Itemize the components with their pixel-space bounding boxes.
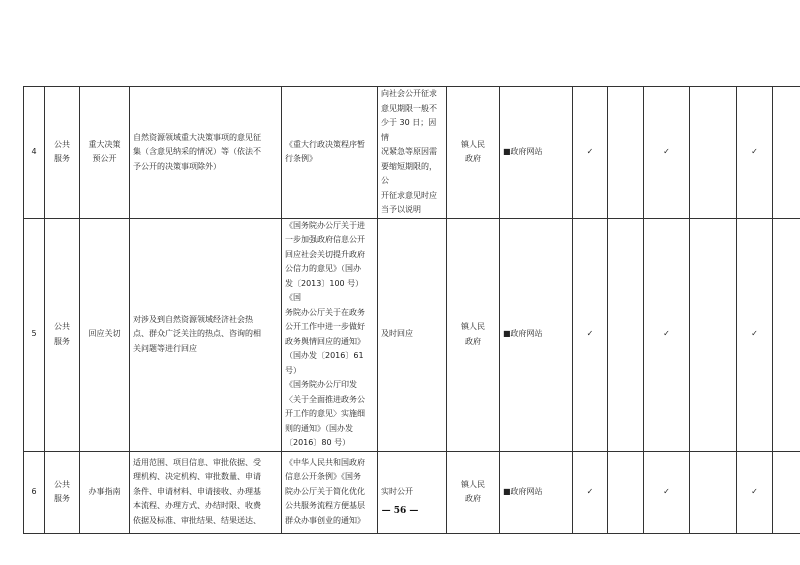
- channel-cell: ■政府网站: [500, 87, 573, 219]
- check-mark: ✓: [644, 87, 690, 219]
- content-cell: 适用范围、项目信息、审批依据、受 理机构、决定机构、审批数量、申请 条件、申请材料、申请接收、办理基 本流程、办理方式、办结时限、收费 依据及标准、审批结果、结果送达、: [133, 457, 261, 525]
- time-limit-cell: 及时回应: [381, 329, 413, 339]
- item-cell: 办事指南: [88, 486, 121, 496]
- basis-cell: 《中华人民共和国政府 信息公开条例》《国务 院办公厅关于简化优化 公共服务流程方便基层 群众办事创业的通知》: [285, 457, 365, 525]
- category-cell: 公共 服务: [54, 139, 70, 164]
- category-cell: 公共 服务: [54, 322, 70, 346]
- body-cell: 镇人民 政府: [461, 139, 485, 164]
- check-mark: ✓: [737, 218, 773, 451]
- basis-cell: 《国务院办公厅关于进 一步加强政府信息公开 回应社会关切提升政府 公信力的意见》（国办 发〔2013〕100 号）《国 务院办公厅关于在政务 公开工作中进一步做好 政务舆情回应的通知》 （国办发〔2016〕61 号） 《国务院办公厅印发 〈关于全面推进政务公 开工作的意见〉实施细 则的通知》（国办发 〔2016〕80 号）: [285, 220, 365, 447]
- check-mark: ✓: [573, 451, 608, 533]
- check-mark: [608, 87, 644, 219]
- check-mark: ✓: [644, 218, 690, 451]
- category-cell: 公共 服务: [54, 479, 70, 503]
- table-row: [24, 218, 800, 451]
- body-cell: 镇人民 政府: [461, 322, 485, 346]
- table-row: [24, 451, 800, 533]
- check-mark: ✓: [644, 451, 690, 533]
- content-cell: 对涉及到自然资源领域经济社会热 点、群众广泛关注的热点、咨询的相 关问题等进行回应: [133, 314, 261, 353]
- row-number: 4: [24, 87, 45, 219]
- item-cell: 重大决策 预公开: [88, 139, 121, 164]
- body-cell: 镇人民 政府: [461, 479, 485, 503]
- check-mark: [690, 218, 737, 451]
- table-row: [24, 87, 800, 219]
- channel-cell: ■政府网站: [500, 451, 573, 533]
- check-mark: [690, 451, 737, 533]
- check-mark: [690, 87, 737, 219]
- check-mark: ✓: [737, 451, 773, 533]
- disclosure-table: [23, 86, 800, 534]
- content-cell: 自然资源领域重大决策事项的意见征 集（含意见纳采的情况）等（依法不 予公开的决策事项除外）: [133, 132, 261, 171]
- check-mark: [608, 451, 644, 533]
- page-number: — 56 —: [381, 506, 419, 516]
- row-number: 6: [24, 451, 45, 533]
- check-mark: [773, 87, 800, 219]
- time-limit-cell: 向社会公开征求 意见期限一般不 少于 30 日；因情 况紧急等原因需 要缩短期限的，公 开征求意见时应 当予以说明: [381, 89, 437, 214]
- check-mark: ✓: [737, 87, 773, 219]
- check-mark: ✓: [573, 218, 608, 451]
- row-number: 5: [24, 218, 45, 451]
- item-cell: 回应关切: [88, 329, 121, 339]
- check-mark: [608, 218, 644, 451]
- check-mark: ✓: [573, 87, 608, 219]
- time-limit-cell: 实时公开: [381, 486, 413, 496]
- check-mark: [773, 218, 800, 451]
- check-mark: [773, 451, 800, 533]
- channel-cell: ■政府网站: [500, 218, 573, 451]
- basis-cell: 《重大行政决策程序暂 行条例》: [285, 139, 365, 164]
